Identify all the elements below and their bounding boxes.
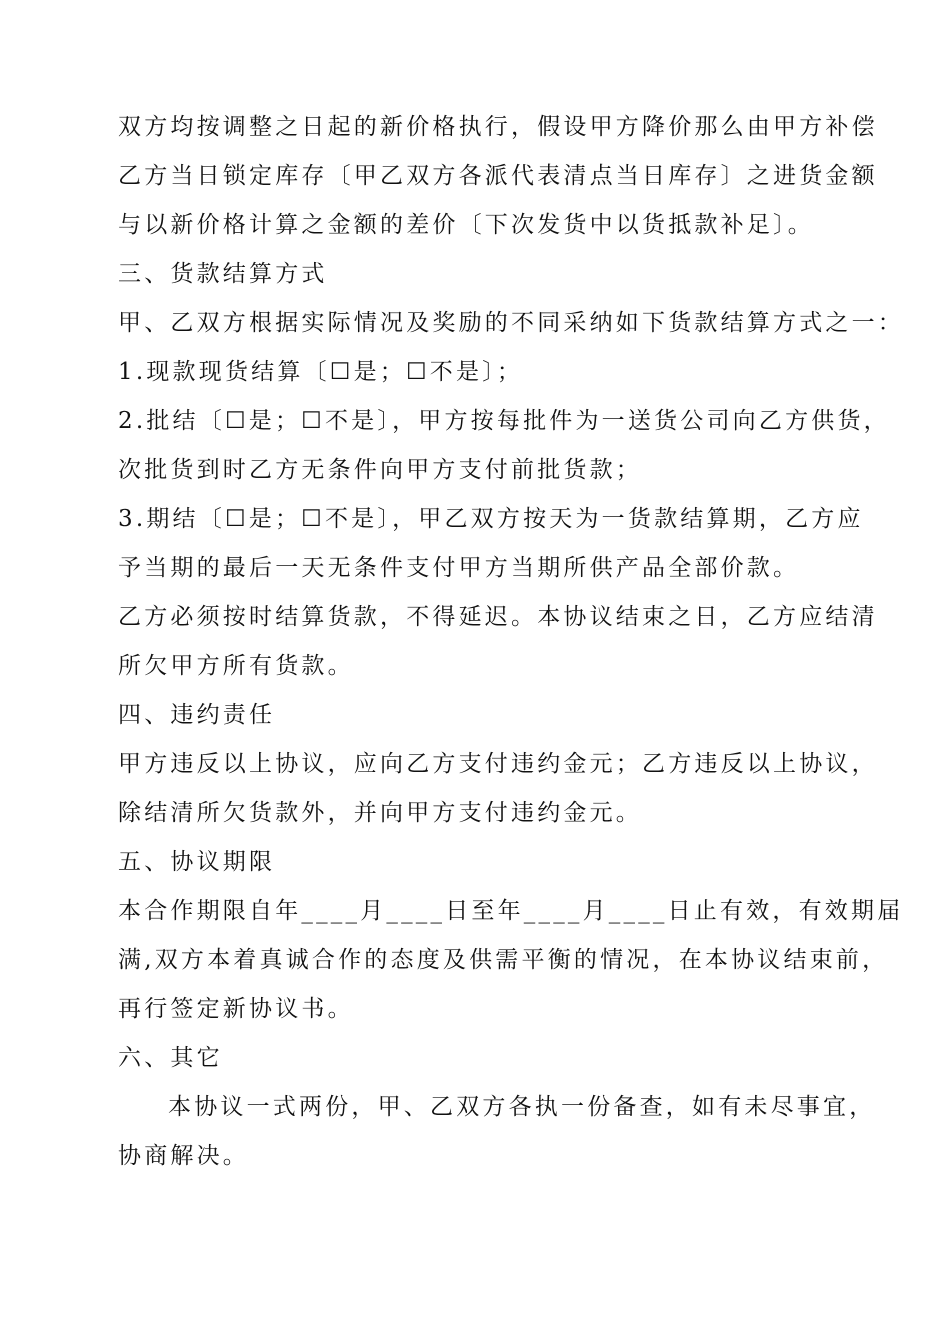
paragraph-line: 次批货到时乙方无条件向甲方支付前批货款； <box>118 457 642 483</box>
paragraph-line: 本合作期限自年____月____日至年____月____日止有效，有效期届 <box>118 898 904 924</box>
paragraph-line: 本协议一式两份，甲、乙双方各执一份备查，如有未尽事宜， <box>168 1094 876 1120</box>
paragraph-line: 乙方必须按时结算货款，不得延迟。本协议结束之日，乙方应结清 <box>118 604 878 630</box>
paragraph-line: 甲方违反以上协议，应向乙方支付违约金元；乙方违反以上协议， <box>118 751 878 777</box>
paragraph-line: 予当期的最后一天无条件支付甲方当期所供产品全部价款。 <box>118 555 800 581</box>
paragraph-line: 甲、乙双方根据实际情况及奖励的不同采纳如下货款结算方式之一： <box>118 310 904 336</box>
paragraph-line: 除结清所欠货款外，并向甲方支付违约金元。 <box>118 800 642 826</box>
paragraph-line: 协商解决。 <box>118 1143 249 1169</box>
paragraph-line: 满,双方本着真诚合作的态度及供需平衡的情况，在本协议结束前， <box>118 947 889 973</box>
paragraph-line: 双方均按调整之日起的新价格执行，假设甲方降价那么由甲方补偿 <box>118 114 878 140</box>
paragraph-line: 与以新价格计算之金额的差价〔下次发货中以货抵款补足〕。 <box>118 212 814 238</box>
section-heading: 五、协议期限 <box>118 849 276 875</box>
paragraph-line: 所欠甲方所有货款。 <box>118 653 354 679</box>
section-heading: 六、其它 <box>118 1045 223 1071</box>
section-heading: 四、违约责任 <box>118 702 276 728</box>
paragraph-line: 再行签定新协议书。 <box>118 996 354 1022</box>
list-item: 3.期结〔☐是；☐不是〕，甲乙双方按天为一货款结算期，乙方应 <box>118 506 864 532</box>
list-item: 2.批结〔☐是；☐不是〕，甲方按每批件为一送货公司向乙方供货， <box>118 408 890 434</box>
document-body <box>118 103 904 1181</box>
paragraph-line: 乙方当日锁定库存〔甲乙双方各派代表清点当日库存〕之进货金额 <box>118 163 878 189</box>
section-heading: 三、货款结算方式 <box>118 261 328 287</box>
list-item: 1.现款现货结算〔☐是；☐不是〕； <box>118 359 524 385</box>
